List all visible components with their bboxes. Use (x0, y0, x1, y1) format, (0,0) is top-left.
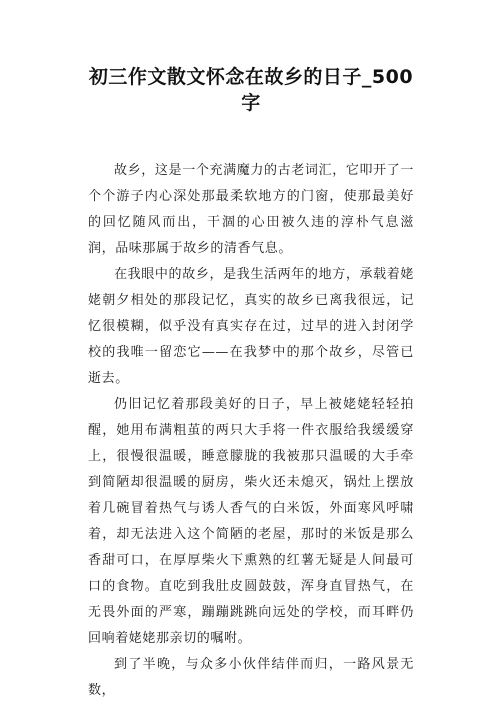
article-body (88, 158, 414, 704)
paragraph-4: 到了半晚，与众多小伙伴结伴而归，一路风景无数， (88, 657, 414, 698)
paragraph-1: 故乡，这是一个充满魔力的古老词汇，它叩开了一个个游子内心深处那最柔软地方的门窗，使那最美好的回忆随风而出，干涸的心田被久违的淳朴气息滋润，品味那属于故乡的清香气息。 (88, 163, 414, 256)
paragraph-2: 在我眼中的故乡，是我生活两年的地方，承载着姥姥朝夕相处的那段记忆，真实的故乡已离我很远，记忆很模糊，似乎没有真实存在过，过早的进入封闭学校的我唯一留恋它——在我梦中的那个故乡，尽管已逝去。 (88, 267, 414, 386)
paragraph-3: 仍旧记忆着那段美好的日子，早上被姥姥轻轻拍醒，她用布满粗茧的两只大手将一件衣服给我缓缓穿上，很慢很温暖，睡意朦胧的我被那只温暖的大手牵到简陋却很温暖的厨房，柴火还未熄灭，锅灶上摆放着几碗冒着热气与诱人香气的白米饭，外面寒风呼啸着，却无法进入这个简陋的老屋，那时的米饭是那么香甜可口，在厚厚柴火下熏熟的红薯无疑是人间最可口的食物。直吃到我肚皮圆鼓鼓，浑身直冒热气，在无畏外面的严寒，蹦蹦跳跳向远处的学校，而耳畔仍回响着姥姥那亲切的嘱咐。 (88, 397, 414, 646)
page-title: 初三作文散文怀念在故乡的日子_500字 (88, 66, 414, 114)
